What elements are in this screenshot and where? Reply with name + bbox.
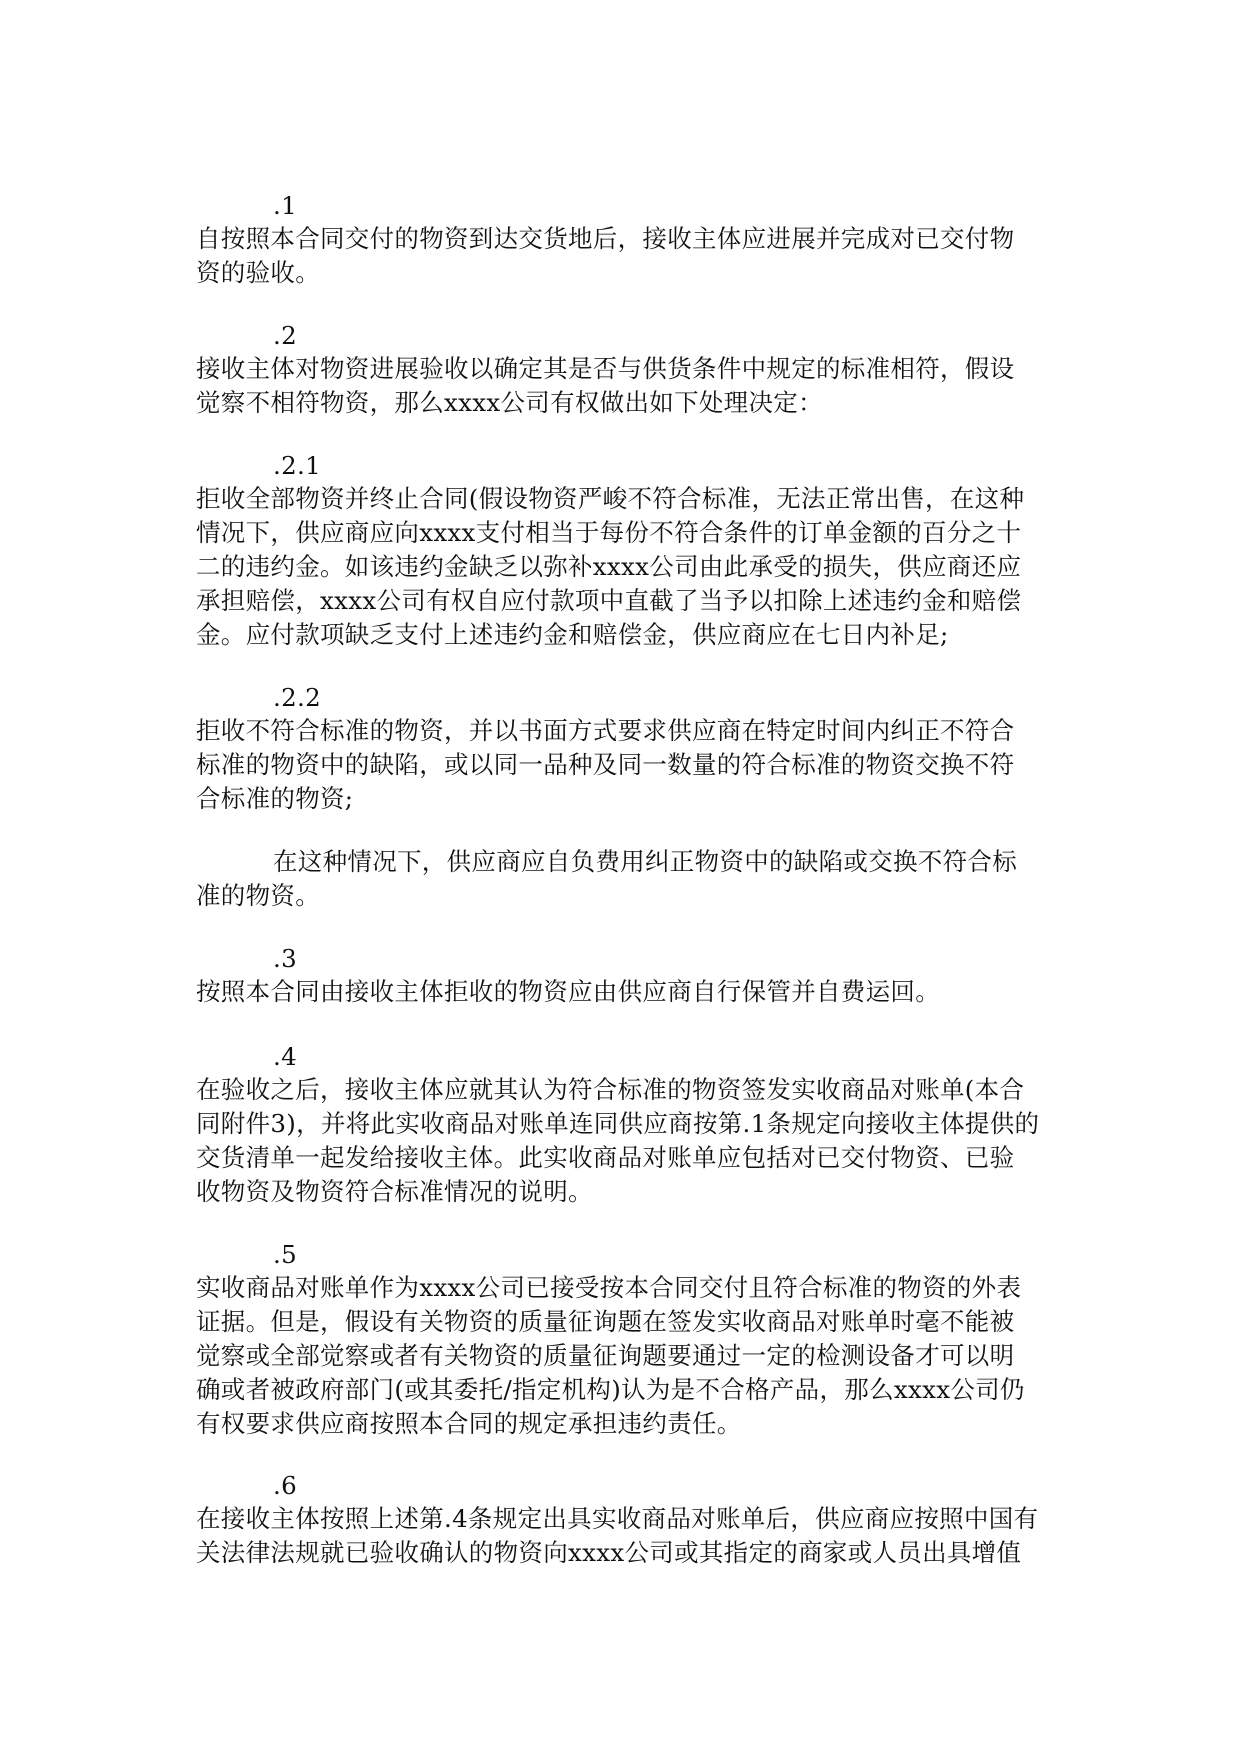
clause-text-line: 拒收不符合标准的物资，并以书面方式要求供应商在特定时间内纠正不符合 [196,716,1015,745]
clause-text-line: 资的验收。 [196,258,320,287]
clause-text-line: 收物资及物资符合标准情况的说明。 [196,1177,593,1206]
clause-text-line: 关法律法规就已验收确认的物资向xxxx公司或其指定的商家或人员出具增值 [196,1538,1022,1567]
clause-text-line: 情况下，供应商应向xxxx支付相当于每份不符合条件的订单金额的百分之十 [196,518,1022,547]
clause-number: .3 [273,944,297,973]
clause-number: .6 [273,1471,297,1500]
clause-text-line: 金。应付款项缺乏支付上述违约金和赔偿金，供应商应在七日内补足; [196,620,949,649]
clause-text-line: 按照本合同由接收主体拒收的物资应由供应商自行保管并自费运回。 [196,977,940,1006]
clause-number: .2.1 [273,451,321,480]
paragraph-text-line: 在这种情况下，供应商应自负费用纠正物资中的缺陷或交换不符合标 [273,847,1017,876]
clause-text-line: 证据。但是，假设有关物资的质量征询题在签发实收商品对账单时毫不能被 [196,1307,1015,1336]
clause-number: .4 [273,1042,297,1071]
clause-text-line: 合标准的物资; [196,784,354,813]
paragraph-text-line: 准的物资。 [196,881,320,910]
clause-text-line: 觉察不相符物资，那么xxxx公司有权做出如下处理决定： [196,388,823,417]
clause-number: .5 [273,1240,297,1269]
clause-text-line: 交货清单一起发给接收主体。此实收商品对账单应包括对已交付物资、已验 [196,1143,1015,1172]
clause-text-line: 标准的物资中的缺陷，或以同一品种及同一数量的符合标准的物资交换不符 [196,750,1015,779]
clause-text-line: 二的违约金。如该违约金缺乏以弥补xxxx公司由此承受的损失，供应商还应 [196,552,1022,581]
clause-text-line: 在接收主体按照上述第.4条规定出具实收商品对账单后，供应商应按照中国有 [196,1504,1039,1533]
clause-number: .2.2 [273,683,321,712]
clause-text-line: 觉察或全部觉察或者有关物资的质量征询题要通过一定的检测设备才可以明 [196,1341,1015,1370]
clause-text-line: 拒收全部物资并终止合同(假设物资严峻不符合标准，无法正常出售，在这种 [196,484,1025,513]
clause-text-line: 在验收之后，接收主体应就其认为符合标准的物资签发实收商品对账单(本合 [196,1075,1025,1104]
clause-text-line: 实收商品对账单作为xxxx公司已接受按本合同交付且符合标准的物资的外表 [196,1273,1022,1302]
clause-text-line: 自按照本合同交付的物资到达交货地后，接收主体应进展并完成对已交付物 [196,224,1015,253]
clause-text-line: 有权要求供应商按照本合同的规定承担违约责任。 [196,1409,742,1438]
clause-text-line: 接收主体对物资进展验收以确定其是否与供货条件中规定的标准相符，假设 [196,354,1015,383]
clause-text-line: 同附件3)，并将此实收商品对账单连同供应商按第.1条规定向接收主体提供的 [196,1109,1040,1138]
clause-number: .2 [273,321,297,350]
clause-text-line: 承担赔偿，xxxx公司有权自应付款项中直截了当予以扣除上述违约金和赔偿 [196,586,1022,615]
clause-number: .1 [273,191,297,220]
clause-text-line: 确或者被政府部门(或其委托/指定机构)认为是不合格产品，那么xxxx公司仍 [196,1375,1025,1404]
